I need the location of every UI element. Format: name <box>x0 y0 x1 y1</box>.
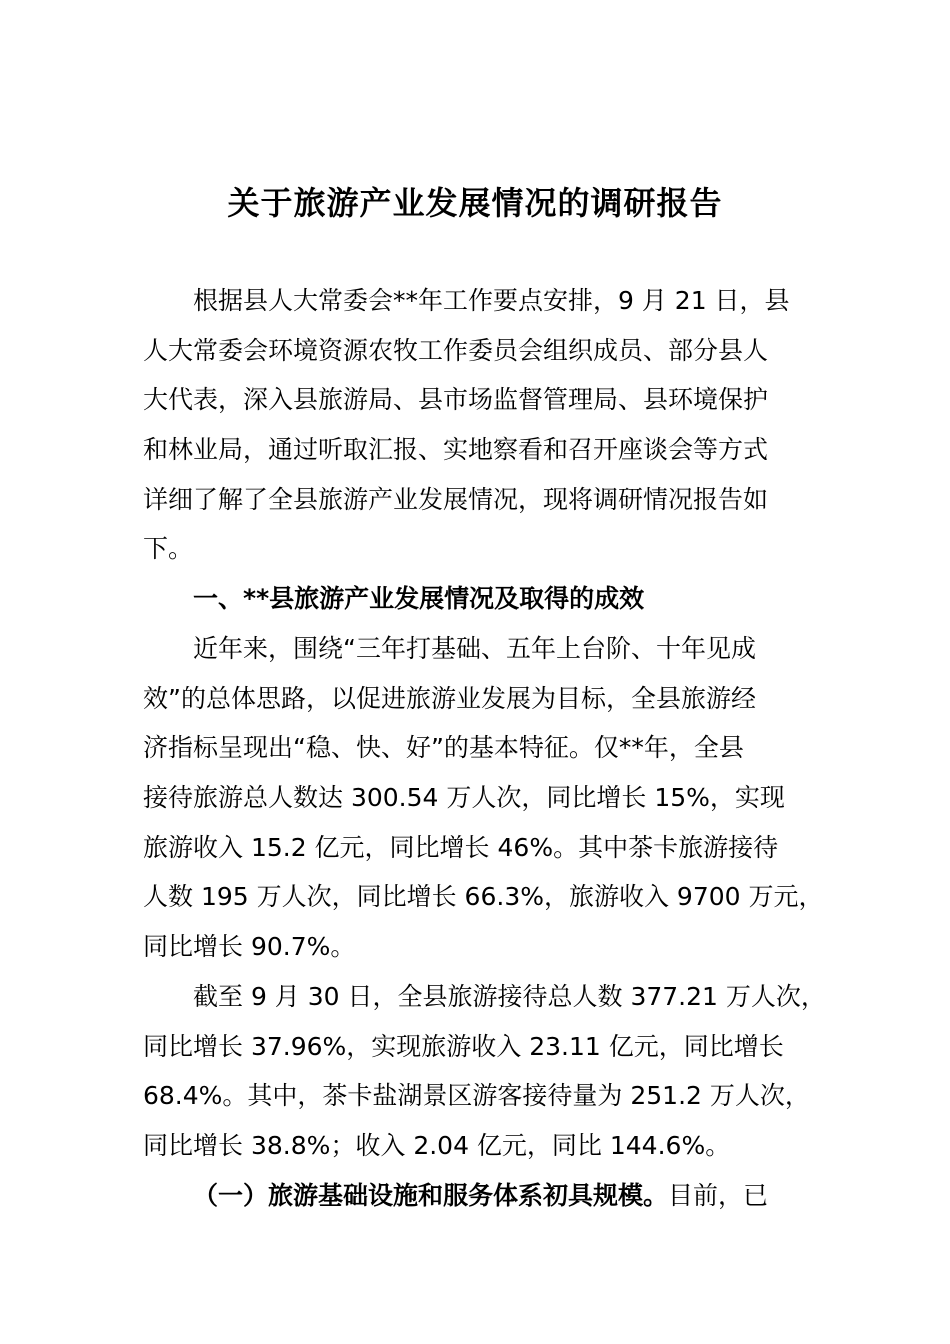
paragraph-line: 人数 195 万人次，同比增长 66.3%，旅游收入 9700 万元， <box>143 882 824 911</box>
paragraph-line: 根据县人大常委会**年工作要点安排，9 月 21 日，县 <box>193 286 790 315</box>
section-heading: 一、**县旅游产业发展情况及取得的成效 <box>193 584 645 613</box>
paragraph-line: 旅游收入 15.2 亿元，同比增长 46%。其中茶卡旅游接待 <box>143 833 779 862</box>
paragraph-line: 效”的总体思路，以促进旅游业发展为目标，全县旅游经 <box>143 684 756 713</box>
paragraph-line: 同比增长 38.8%；收入 2.04 亿元，同比 144.6%。 <box>143 1131 731 1160</box>
subsection-text: 目前，已 <box>668 1181 769 1210</box>
subsection-heading: （一）旅游基础设施和服务体系初具规模。 <box>193 1181 669 1210</box>
paragraph-line: 详细了解了全县旅游产业发展情况，现将调研情况报告如 <box>143 485 769 514</box>
subsection-line <box>193 1176 768 1216</box>
paragraph-line: 截至 9 月 30 日，全县旅游接待总人数 377.21 万人次， <box>193 982 826 1011</box>
paragraph-line: 下。 <box>143 534 194 563</box>
paragraph-line: 68.4%。其中，茶卡盐湖景区游客接待量为 251.2 万人次， <box>143 1081 810 1110</box>
paragraph-line: 大代表，深入县旅游局、县市场监督管理局、县环境保护 <box>143 385 769 414</box>
paragraph-line: 济指标呈现出“稳、快、好”的基本特征。仅**年，全县 <box>143 733 744 762</box>
document-title: 关于旅游产业发展情况的调研报告 <box>227 184 723 222</box>
paragraph-line: 同比增长 37.96%，实现旅游收入 23.11 亿元，同比增长 <box>143 1032 784 1061</box>
paragraph-line: 人大常委会环境资源农牧工作委员会组织成员、部分县人 <box>143 336 769 365</box>
paragraph-line: 同比增长 90.7%。 <box>143 932 356 961</box>
paragraph-line: 和林业局，通过听取汇报、实地察看和召开座谈会等方式 <box>143 435 769 464</box>
paragraph-line: 接待旅游总人数达 300.54 万人次，同比增长 15%，实现 <box>143 783 785 812</box>
paragraph-line: 近年来，围绕“三年打基础、五年上台阶、十年见成 <box>193 634 756 663</box>
